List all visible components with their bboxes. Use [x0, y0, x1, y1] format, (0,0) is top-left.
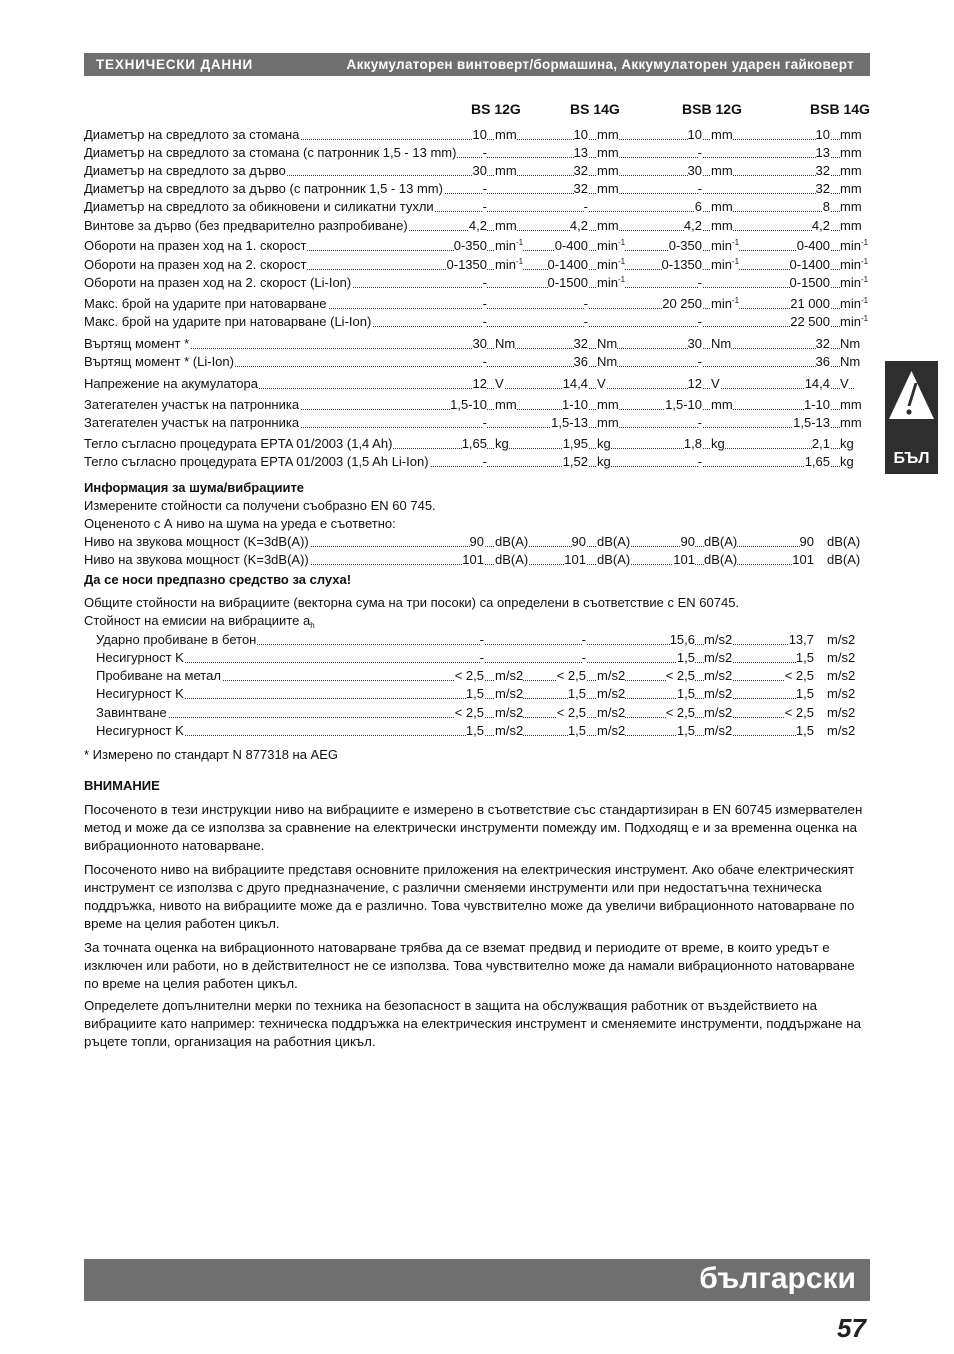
unit-text: mm [495, 163, 517, 178]
unit-text: min [597, 275, 618, 290]
unit-text: Nm [597, 354, 618, 369]
unit-text: V [840, 376, 849, 391]
unit-text: dB(A) [597, 552, 631, 567]
unit-text: min [840, 296, 861, 311]
value-cell: 10 [472, 127, 487, 142]
value-cell: 90 [680, 534, 695, 549]
footer-bar [84, 1259, 870, 1301]
unit-text: Nm [840, 354, 861, 369]
unit-text: m/s2 [597, 686, 626, 701]
value-cell: 14,4 [562, 376, 588, 391]
unit-text: kg [840, 454, 854, 469]
value-cell: 90 [799, 534, 814, 549]
unit-text: m/s2 [827, 686, 856, 701]
unit-text: mm [597, 127, 619, 142]
row-label: Макс. брой на ударите при натоварване [84, 296, 327, 311]
vibration-intro: Общите стойности на вибрациите (векторна сума на три посоки) са определени в съответствие с EN 60745. [84, 595, 740, 610]
row-label: Несигурност K [96, 723, 184, 738]
unit-text: min [597, 257, 618, 272]
value-cell: 1,65 [804, 454, 830, 469]
noise-line1: Измерените стойности са получени съобразно EN 60 745. [84, 498, 436, 513]
value-cell: 0-400 [796, 238, 830, 253]
unit-cell [827, 551, 860, 569]
row-label: Диаметър на свредлото за дърво [84, 163, 286, 178]
value-cell: 32 [573, 163, 588, 178]
unit-cell [827, 704, 855, 722]
unit-text: V [711, 376, 720, 391]
value-cell: < 2,5 [454, 705, 484, 720]
row-label: Въртящ момент * (Li-Ion) [84, 354, 234, 369]
row-label: Ударно пробиване в бетон [96, 632, 257, 647]
unit-text: m/s2 [495, 705, 524, 720]
value-cell: < 2,5 [556, 668, 586, 683]
value-cell: < 2,5 [784, 705, 814, 720]
noise-heading: Информация за шума/вибрациите [84, 480, 305, 495]
value-cell: - [697, 454, 702, 469]
unit-text: m/s2 [704, 705, 733, 720]
unit-cell [495, 551, 528, 569]
value-cell: 1-10 [561, 397, 588, 412]
unit-cell [827, 631, 855, 649]
value-cell: 2,1 [811, 436, 830, 451]
value-cell: 0-350 [453, 238, 487, 253]
column-header-bsb12g: BSB 12G [682, 101, 742, 117]
unit-text: mm [840, 415, 862, 430]
value-cell: 0-350 [668, 238, 702, 253]
value-cell: 1,5 [465, 686, 484, 701]
value-cell: 4,2 [569, 218, 588, 233]
unit-text: mm [495, 397, 517, 412]
unit-text: mm [597, 415, 619, 430]
value-cell: 1,65 [461, 436, 487, 451]
unit-cell [597, 375, 606, 393]
value-cell: 4,2 [811, 218, 830, 233]
value-cell: - [482, 314, 487, 329]
hearing-protection-note: Да се носи предпазно средство за слуха! [84, 572, 352, 587]
unit-text: mm [711, 127, 733, 142]
row-label: Диаметър на свредлото за стомана [84, 127, 300, 142]
warning-paragraph-2: Посоченото ниво на вибрациите представя основните приложения на електрическия инструмент. Ако обаче електрическият инструмент се използва с друго предназначение, с различни сменяеми инструменти или при недостатъчна техническа поддръжка, нивото на вибрациите може да е различно. Това чувствително може да увеличи вибрационното натоварване по време на целия работен цикъл. [84, 862, 855, 931]
unit-cell [827, 722, 855, 740]
unit-text: dB(A) [704, 534, 738, 549]
unit-cell [704, 551, 737, 569]
value-cell: 101 [564, 552, 586, 567]
row-label: Винтове за дърво (без предварително разпробиване) [84, 218, 408, 233]
unit-cell [840, 453, 854, 471]
unit-text: min [840, 275, 861, 290]
unit-text: dB(A) [597, 534, 631, 549]
unit-text: m/s2 [704, 686, 733, 701]
unit-exponent: -1 [731, 257, 740, 266]
value-cell: - [697, 181, 702, 196]
value-cell: 30 [472, 336, 487, 351]
unit-text: dB(A) [495, 534, 529, 549]
unit-text: mm [597, 145, 619, 160]
row-label: Завинтване [96, 705, 167, 720]
unit-text: mm [597, 397, 619, 412]
value-cell: 36 [573, 354, 588, 369]
value-cell: 32 [815, 336, 830, 351]
unit-text: mm [840, 181, 862, 196]
unit-text: Nm [597, 336, 618, 351]
value-cell: 0-1400 [547, 257, 588, 272]
warning-icon [887, 369, 936, 423]
unit-text: kg [711, 436, 725, 451]
row-label: Диаметър на свредлото за дърво (с патронник 1,5 - 13 mm) [84, 181, 443, 196]
value-cell: 30 [687, 163, 702, 178]
unit-cell [495, 375, 504, 393]
unit-text: mm [840, 145, 862, 160]
value-cell: 13 [573, 145, 588, 160]
row-label: Пробиване на метал [96, 668, 221, 683]
value-cell: - [583, 199, 588, 214]
value-cell: 10 [573, 127, 588, 142]
value-cell: 12 [687, 376, 702, 391]
header-title: ТЕХНИЧЕСКИ ДАННИ [96, 57, 254, 72]
value-cell: 13 [815, 145, 830, 160]
unit-text: m/s2 [597, 668, 626, 683]
unit-cell [495, 722, 523, 740]
value-cell: 1,5-13 [551, 415, 588, 430]
value-cell: 1,5 [795, 723, 814, 738]
unit-cell [840, 375, 849, 393]
value-cell: 1,8 [683, 436, 702, 451]
unit-text: mm [840, 397, 862, 412]
value-cell: - [482, 415, 487, 430]
row-label: Диаметър на свредлото за обикновени и силикатни тухли [84, 199, 434, 214]
value-cell: - [482, 354, 487, 369]
unit-cell [827, 649, 855, 667]
row-label: Тегло съгласно процедурата EPTA 01/2003 (1,4 Ah) [84, 436, 393, 451]
value-cell: 8 [822, 199, 830, 214]
value-cell: - [482, 296, 487, 311]
unit-text: dB(A) [827, 534, 861, 549]
value-cell: - [581, 650, 586, 665]
unit-exponent: -1 [860, 275, 869, 284]
value-cell: - [479, 650, 484, 665]
value-cell: 0-1500 [547, 275, 588, 290]
unit-cell [597, 551, 630, 569]
unit-exponent: -1 [617, 257, 626, 266]
value-cell: < 2,5 [454, 668, 484, 683]
unit-text: mm [597, 163, 619, 178]
value-cell: 21 000 [790, 296, 830, 311]
unit-text: Nm [711, 336, 732, 351]
value-cell: - [697, 145, 702, 160]
unit-text: mm [495, 127, 517, 142]
value-cell: 101 [462, 552, 484, 567]
value-cell: 1,5 [676, 686, 695, 701]
warning-paragraph-3: За точната оценка на вибрационното натоварване трябва да се вземат предвид и периодите от време, в които уредът е изключен или работи, но в действителност не се използва. Това чувствително може да намали вибрационното натоварване по време на целия работен цикъл. [84, 940, 855, 991]
page-number: 57 [837, 1313, 866, 1343]
unit-text: m/s2 [495, 723, 524, 738]
vibration-emission-label: Стойност на емисии на вибрациите $a_h$ [84, 613, 315, 630]
value-cell: 1,5 [676, 723, 695, 738]
value-cell: - [482, 181, 487, 196]
unit-text: min [840, 314, 861, 329]
unit-text: m/s2 [704, 650, 733, 665]
unit-text: kg [495, 436, 509, 451]
unit-text: min [495, 257, 516, 272]
table-row [84, 313, 870, 331]
value-cell: 0-400 [554, 238, 588, 253]
table-row [84, 453, 870, 471]
table-row [84, 274, 870, 292]
row-label: Въртящ момент * [84, 336, 190, 351]
value-cell: - [583, 314, 588, 329]
unit-exponent: -1 [617, 238, 626, 247]
unit-text: m/s2 [704, 723, 733, 738]
row-label: Несигурност K [96, 686, 184, 701]
value-cell: - [482, 199, 487, 214]
unit-text: m/s2 [704, 632, 733, 647]
unit-exponent: -1 [860, 314, 869, 323]
value-cell: 32 [573, 181, 588, 196]
unit-text: mm [597, 218, 619, 233]
value-cell: 1,5-13 [793, 415, 830, 430]
unit-text: mm [840, 199, 862, 214]
value-cell: < 2,5 [665, 668, 695, 683]
unit-text: mm [840, 163, 862, 178]
unit-text: m/s2 [827, 705, 856, 720]
unit-text: min [711, 296, 732, 311]
unit-cell [840, 414, 862, 432]
unit-exponent: -1 [515, 257, 524, 266]
column-header-bsb14g: BSB 14G [810, 101, 870, 117]
unit-cell [827, 685, 855, 703]
unit-text: m/s2 [827, 668, 856, 683]
value-cell: 10 [687, 127, 702, 142]
unit-text: mm [711, 218, 733, 233]
row-label: Диаметър на свредлото за стомана (с патронник 1,5 - 13 mm) [84, 145, 457, 160]
row-label: Обороти на празен ход на 2. скорост [84, 257, 307, 272]
unit-text: V [597, 376, 606, 391]
value-cell: - [697, 275, 702, 290]
unit-cell [597, 353, 617, 371]
row-label: Затегателен участък на патронника [84, 397, 300, 412]
value-cell: 0-1500 [789, 275, 830, 290]
unit-cell [840, 313, 868, 331]
table-row [84, 414, 870, 432]
value-cell: - [697, 354, 702, 369]
value-cell: 1-10 [803, 397, 830, 412]
row-label: Макс. брой на ударите при натоварване (Li-Ion) [84, 314, 372, 329]
footnote: * Измерено по стандарт N 877318 на AEG [84, 747, 339, 762]
value-cell: - [581, 632, 586, 647]
value-cell: 1,5 [567, 686, 586, 701]
unit-text: kg [597, 436, 611, 451]
unit-text: m/s2 [827, 650, 856, 665]
value-cell: 1,5 [795, 686, 814, 701]
value-cell: < 2,5 [665, 705, 695, 720]
unit-text: Nm [840, 336, 861, 351]
value-cell: 1,5 [465, 723, 484, 738]
value-cell: 0-1350 [661, 257, 702, 272]
table-row [84, 375, 870, 393]
warning-paragraph-1: Посоченото в тези инструкции ниво на вибрациите е измерено в съответствие със стандартизиран в EN 60745 измервателен метод и може да се използва за сравнение на електрически инструменти помежду им. Подходящ е и за временна оценка на вибрационното натоварване. [84, 802, 863, 853]
unit-text: kg [597, 454, 611, 469]
dot-leader [84, 331, 854, 349]
value-cell: 32 [815, 181, 830, 196]
unit-text: dB(A) [827, 552, 861, 567]
unit-text: kg [840, 436, 854, 451]
row-label: Напрежение на акумулатора [84, 376, 258, 391]
unit-text: m/s2 [597, 705, 626, 720]
value-cell: 1,5 [676, 650, 695, 665]
unit-text: mm [711, 199, 733, 214]
unit-text: m/s2 [827, 723, 856, 738]
value-cell: 4,2 [468, 218, 487, 233]
value-cell: - [583, 296, 588, 311]
unit-text: mm [711, 397, 733, 412]
unit-exponent: -1 [860, 257, 869, 266]
table-row [84, 353, 870, 371]
unit-text: mm [711, 163, 733, 178]
unit-text: m/s2 [495, 668, 524, 683]
value-cell: 0-1350 [446, 257, 487, 272]
value-cell: < 2,5 [784, 668, 814, 683]
row-label: Тегло съгласно процедурата EPTA 01/2003 (1,5 Ah Li-Ion) [84, 454, 429, 469]
unit-exponent: -1 [731, 238, 740, 247]
unit-text: mm [597, 181, 619, 196]
value-cell: 1,95 [562, 436, 588, 451]
value-cell: 0-1400 [789, 257, 830, 272]
unit-text: min [711, 257, 732, 272]
value-cell: < 2,5 [556, 705, 586, 720]
value-cell: - [482, 275, 487, 290]
header-subtitle: Аккумулаторен винтоверт/бормашина, Аккумулаторен ударен гайковерт [346, 57, 854, 72]
row-label: Затегателен участък на патронника [84, 415, 300, 430]
unit-text: min [597, 238, 618, 253]
row-label: Ниво на звукова мощност (K=3dB(A)) [84, 534, 309, 549]
value-cell: 32 [573, 336, 588, 351]
value-cell: 4,2 [683, 218, 702, 233]
unit-cell [840, 353, 860, 371]
value-cell: - [697, 314, 702, 329]
unit-cell [711, 375, 720, 393]
unit-text: m/s2 [827, 632, 856, 647]
unit-cell [827, 533, 860, 551]
value-cell: 1,5 [567, 723, 586, 738]
unit-text: dB(A) [495, 552, 529, 567]
unit-cell [597, 274, 625, 292]
unit-exponent: -1 [617, 275, 626, 284]
table-row [84, 551, 870, 569]
value-cell: 14,4 [804, 376, 830, 391]
table-row [84, 722, 870, 740]
value-cell: 1,5-10 [665, 397, 702, 412]
unit-text: min [495, 238, 516, 253]
header-bar [84, 53, 870, 76]
unit-text: min [840, 238, 861, 253]
unit-text: min [711, 238, 732, 253]
value-cell: 10 [815, 127, 830, 142]
value-cell: 12 [472, 376, 487, 391]
row-label: Обороти на празен ход на 2. скорост (Li-Ion) [84, 275, 352, 290]
value-cell: 30 [687, 336, 702, 351]
unit-exponent: -1 [731, 296, 740, 305]
value-cell: 6 [694, 199, 702, 214]
unit-cell [840, 274, 868, 292]
language-side-tab [885, 361, 938, 474]
language-tab-label: БЪЛ [893, 450, 930, 467]
unit-text: m/s2 [597, 723, 626, 738]
unit-text: Nm [495, 336, 516, 351]
value-cell: 90 [571, 534, 586, 549]
unit-text: m/s2 [495, 686, 524, 701]
warning-paragraph-4: Определете допълнителни мерки по техника на безопасност в защита на обслужващия работник от въздействието на вибрациите като например: техническа поддръжка на електрическия инструмент и сменяемите инструменти, поддържане на ръцете топли, организация на работния цикъл. [84, 998, 862, 1049]
value-cell: - [697, 415, 702, 430]
value-cell: - [482, 454, 487, 469]
noise-line2: Оцененото с А ниво на шума на уреда е съответно: [84, 516, 396, 531]
value-cell: 15,6 [669, 632, 695, 647]
unit-exponent: -1 [860, 296, 869, 305]
row-label: Несигурност K [96, 650, 184, 665]
unit-text: mm [495, 218, 517, 233]
value-cell: - [482, 145, 487, 160]
value-cell: 22 500 [790, 314, 830, 329]
unit-cell [704, 722, 732, 740]
unit-cell [597, 722, 625, 740]
row-label: Обороти на празен ход на 1. скорост [84, 238, 307, 253]
value-cell: 20 250 [662, 296, 702, 311]
footer-language: български [699, 1262, 856, 1295]
unit-exponent: -1 [515, 238, 524, 247]
value-cell: 90 [469, 534, 484, 549]
unit-cell [597, 414, 619, 432]
value-cell: 1,5-10 [450, 397, 487, 412]
warning-heading: ВНИМАНИЕ [84, 778, 160, 793]
unit-text: dB(A) [704, 552, 738, 567]
value-cell: 1,52 [562, 454, 588, 469]
unit-exponent: -1 [860, 238, 869, 247]
row-label: Ниво на звукова мощност (K=3dB(A)) [84, 552, 309, 567]
value-cell: 32 [815, 163, 830, 178]
column-header-bs14g: BS 14G [570, 101, 620, 117]
value-cell: 30 [472, 163, 487, 178]
value-cell: 101 [792, 552, 814, 567]
value-cell: 13,7 [788, 632, 814, 647]
value-cell: - [479, 632, 484, 647]
unit-text: mm [840, 127, 862, 142]
unit-text: V [495, 376, 504, 391]
unit-cell [597, 453, 611, 471]
value-cell: 1,5 [795, 650, 814, 665]
unit-text: m/s2 [704, 668, 733, 683]
unit-text: mm [840, 218, 862, 233]
unit-cell [827, 667, 855, 685]
value-cell: 36 [815, 354, 830, 369]
unit-text: min [840, 257, 861, 272]
value-cell: 101 [673, 552, 695, 567]
column-header-bs12g: BS 12G [471, 101, 521, 117]
